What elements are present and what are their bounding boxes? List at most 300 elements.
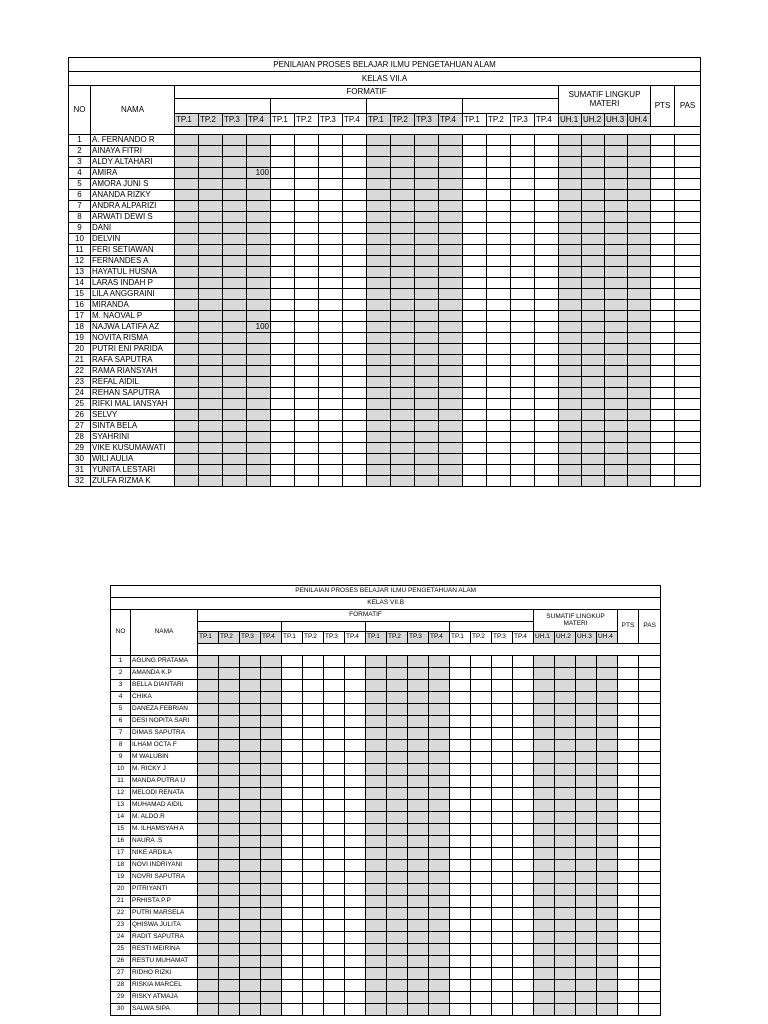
score-cell[interactable] [223, 190, 247, 201]
score-cell[interactable] [511, 190, 535, 201]
pas-cell[interactable] [675, 157, 701, 168]
pas-cell[interactable] [639, 872, 661, 884]
score-cell[interactable] [271, 179, 295, 190]
score-cell[interactable] [415, 377, 439, 388]
score-cell[interactable] [295, 344, 319, 355]
score-cell[interactable] [345, 692, 366, 704]
pas-cell[interactable] [675, 201, 701, 212]
score-cell[interactable] [303, 836, 324, 848]
score-cell[interactable] [366, 656, 387, 668]
score-cell[interactable] [450, 716, 471, 728]
pts-cell[interactable] [618, 716, 639, 728]
score-cell[interactable] [559, 355, 582, 366]
score-cell[interactable] [198, 740, 219, 752]
score-cell[interactable] [175, 421, 199, 432]
score-cell[interactable] [628, 212, 651, 223]
score-cell[interactable] [319, 168, 343, 179]
pas-cell[interactable] [675, 344, 701, 355]
score-cell[interactable] [628, 344, 651, 355]
score-cell[interactable] [559, 223, 582, 234]
pas-cell[interactable] [639, 932, 661, 944]
score-cell[interactable] [628, 443, 651, 454]
score-cell[interactable] [345, 800, 366, 812]
score-cell[interactable] [345, 824, 366, 836]
score-cell-tp4[interactable] [247, 190, 271, 201]
score-cell[interactable] [240, 896, 261, 908]
score-cell[interactable] [429, 752, 450, 764]
score-cell[interactable] [439, 454, 463, 465]
score-cell[interactable] [471, 908, 492, 920]
score-cell[interactable] [303, 656, 324, 668]
pas-cell[interactable] [675, 168, 701, 179]
score-cell[interactable] [628, 476, 651, 487]
score-cell[interactable] [511, 234, 535, 245]
score-cell[interactable] [511, 289, 535, 300]
score-cell[interactable] [535, 146, 559, 157]
score-cell[interactable] [534, 716, 555, 728]
score-cell[interactable] [175, 399, 199, 410]
score-cell[interactable] [240, 1004, 261, 1016]
score-cell[interactable] [303, 668, 324, 680]
score-cell[interactable] [343, 344, 367, 355]
score-cell[interactable] [628, 366, 651, 377]
pas-cell[interactable] [639, 740, 661, 752]
score-cell[interactable] [555, 884, 576, 896]
score-cell[interactable] [295, 135, 319, 146]
score-cell[interactable] [576, 668, 597, 680]
score-cell[interactable] [343, 366, 367, 377]
score-cell[interactable] [492, 716, 513, 728]
score-cell[interactable] [487, 355, 511, 366]
score-cell[interactable] [345, 884, 366, 896]
score-cell[interactable] [576, 992, 597, 1004]
score-cell[interactable] [463, 267, 487, 278]
score-cell[interactable] [387, 920, 408, 932]
score-cell-tp4[interactable] [247, 179, 271, 190]
score-cell[interactable] [429, 968, 450, 980]
score-cell[interactable] [319, 476, 343, 487]
score-cell[interactable] [463, 443, 487, 454]
score-cell[interactable] [324, 860, 345, 872]
score-cell[interactable] [487, 399, 511, 410]
score-cell[interactable] [559, 366, 582, 377]
score-cell[interactable] [219, 848, 240, 860]
score-cell[interactable] [534, 956, 555, 968]
score-cell[interactable] [345, 944, 366, 956]
score-cell[interactable] [597, 752, 618, 764]
pts-cell[interactable] [651, 135, 675, 146]
pas-cell[interactable] [639, 848, 661, 860]
score-cell[interactable] [605, 333, 628, 344]
score-cell[interactable] [450, 872, 471, 884]
score-cell[interactable] [471, 680, 492, 692]
score-cell[interactable] [439, 388, 463, 399]
score-cell[interactable] [219, 956, 240, 968]
score-cell[interactable] [366, 800, 387, 812]
pts-cell[interactable] [618, 968, 639, 980]
score-cell[interactable] [576, 908, 597, 920]
score-cell-tp4[interactable] [261, 980, 282, 992]
score-cell[interactable] [559, 289, 582, 300]
score-cell[interactable] [199, 190, 223, 201]
score-cell[interactable] [366, 872, 387, 884]
score-cell[interactable] [487, 256, 511, 267]
score-cell[interactable] [513, 968, 534, 980]
score-cell-tp4[interactable] [261, 1004, 282, 1016]
score-cell[interactable] [534, 704, 555, 716]
pts-cell[interactable] [651, 454, 675, 465]
score-cell[interactable] [343, 223, 367, 234]
score-cell[interactable] [408, 920, 429, 932]
score-cell[interactable] [223, 289, 247, 300]
score-cell[interactable] [324, 872, 345, 884]
score-cell[interactable] [391, 344, 415, 355]
score-cell[interactable] [303, 944, 324, 956]
score-cell[interactable] [463, 146, 487, 157]
score-cell[interactable] [471, 1004, 492, 1016]
score-cell[interactable] [408, 980, 429, 992]
score-cell[interactable] [219, 800, 240, 812]
score-cell[interactable] [487, 366, 511, 377]
score-cell[interactable] [198, 968, 219, 980]
score-cell[interactable] [534, 812, 555, 824]
score-cell[interactable] [576, 692, 597, 704]
score-cell[interactable] [492, 896, 513, 908]
score-cell[interactable] [391, 465, 415, 476]
score-cell[interactable] [199, 410, 223, 421]
score-cell[interactable] [582, 443, 605, 454]
score-cell[interactable] [295, 333, 319, 344]
pts-cell[interactable] [618, 704, 639, 716]
score-cell[interactable] [492, 776, 513, 788]
score-cell[interactable] [391, 179, 415, 190]
score-cell[interactable] [391, 190, 415, 201]
score-cell[interactable] [343, 399, 367, 410]
score-cell[interactable] [487, 168, 511, 179]
score-cell[interactable] [319, 454, 343, 465]
score-cell[interactable] [391, 256, 415, 267]
score-cell[interactable] [439, 322, 463, 333]
score-cell[interactable] [345, 740, 366, 752]
score-cell[interactable] [198, 980, 219, 992]
score-cell[interactable] [492, 728, 513, 740]
score-cell[interactable] [343, 278, 367, 289]
score-cell[interactable] [513, 704, 534, 716]
score-cell[interactable] [559, 179, 582, 190]
score-cell-tp4[interactable] [261, 884, 282, 896]
score-cell[interactable] [199, 322, 223, 333]
score-cell[interactable] [319, 300, 343, 311]
score-cell[interactable] [559, 300, 582, 311]
score-cell[interactable] [324, 1004, 345, 1016]
pas-cell[interactable] [675, 146, 701, 157]
score-cell[interactable] [387, 800, 408, 812]
score-cell[interactable] [198, 824, 219, 836]
score-cell[interactable] [450, 920, 471, 932]
score-cell[interactable] [582, 289, 605, 300]
score-cell[interactable] [199, 278, 223, 289]
score-cell[interactable] [555, 860, 576, 872]
score-cell[interactable] [282, 980, 303, 992]
score-cell[interactable] [324, 704, 345, 716]
score-cell[interactable] [387, 704, 408, 716]
score-cell[interactable] [219, 992, 240, 1004]
score-cell[interactable] [198, 716, 219, 728]
score-cell[interactable] [582, 300, 605, 311]
score-cell[interactable] [387, 848, 408, 860]
score-cell[interactable] [511, 212, 535, 223]
score-cell[interactable] [303, 776, 324, 788]
score-cell-tp4[interactable] [261, 992, 282, 1004]
score-cell[interactable] [240, 908, 261, 920]
score-cell[interactable] [367, 234, 391, 245]
score-cell[interactable] [324, 788, 345, 800]
score-cell[interactable] [429, 668, 450, 680]
score-cell[interactable] [471, 788, 492, 800]
score-cell[interactable] [343, 311, 367, 322]
score-cell[interactable] [387, 776, 408, 788]
score-cell[interactable] [534, 848, 555, 860]
pts-cell[interactable] [618, 776, 639, 788]
score-cell[interactable] [303, 956, 324, 968]
score-cell[interactable] [387, 764, 408, 776]
score-cell[interactable] [597, 932, 618, 944]
score-cell[interactable] [198, 932, 219, 944]
score-cell[interactable] [450, 668, 471, 680]
score-cell[interactable] [535, 245, 559, 256]
score-cell[interactable] [605, 201, 628, 212]
score-cell[interactable] [303, 872, 324, 884]
score-cell[interactable] [429, 740, 450, 752]
score-cell[interactable] [408, 992, 429, 1004]
score-cell[interactable] [429, 716, 450, 728]
score-cell[interactable] [555, 668, 576, 680]
score-cell[interactable] [319, 443, 343, 454]
score-cell[interactable] [463, 168, 487, 179]
score-cell[interactable] [534, 680, 555, 692]
score-cell[interactable] [303, 992, 324, 1004]
score-cell[interactable] [295, 465, 319, 476]
score-cell[interactable] [303, 716, 324, 728]
score-cell[interactable] [175, 234, 199, 245]
score-cell[interactable] [343, 443, 367, 454]
score-cell-tp4[interactable] [247, 388, 271, 399]
score-cell-tp4[interactable] [261, 956, 282, 968]
pts-cell[interactable] [618, 980, 639, 992]
score-cell[interactable] [513, 932, 534, 944]
score-cell[interactable] [534, 980, 555, 992]
score-cell[interactable] [429, 860, 450, 872]
score-cell[interactable] [324, 728, 345, 740]
score-cell-tp4[interactable] [247, 278, 271, 289]
score-cell[interactable] [415, 168, 439, 179]
score-cell[interactable] [471, 812, 492, 824]
score-cell[interactable] [282, 992, 303, 1004]
score-cell[interactable] [366, 764, 387, 776]
score-cell[interactable] [535, 322, 559, 333]
score-cell[interactable] [628, 399, 651, 410]
score-cell[interactable] [175, 476, 199, 487]
score-cell[interactable] [175, 410, 199, 421]
score-cell[interactable] [576, 764, 597, 776]
score-cell[interactable] [240, 836, 261, 848]
score-cell-tp4[interactable] [247, 223, 271, 234]
score-cell[interactable] [628, 432, 651, 443]
score-cell[interactable] [271, 223, 295, 234]
score-cell[interactable] [219, 680, 240, 692]
score-cell[interactable] [555, 872, 576, 884]
score-cell-tp4[interactable] [261, 656, 282, 668]
score-cell[interactable] [605, 344, 628, 355]
score-cell[interactable] [605, 355, 628, 366]
score-cell[interactable] [219, 944, 240, 956]
score-cell[interactable] [576, 704, 597, 716]
score-cell-tp4[interactable] [247, 157, 271, 168]
score-cell[interactable] [367, 344, 391, 355]
score-cell[interactable] [367, 388, 391, 399]
score-cell[interactable] [535, 212, 559, 223]
pts-cell[interactable] [618, 728, 639, 740]
score-cell[interactable] [463, 190, 487, 201]
score-cell[interactable] [471, 764, 492, 776]
score-cell[interactable] [450, 752, 471, 764]
score-cell[interactable] [282, 728, 303, 740]
score-cell[interactable] [471, 932, 492, 944]
score-cell[interactable] [429, 896, 450, 908]
score-cell[interactable] [582, 256, 605, 267]
score-cell[interactable] [282, 812, 303, 824]
score-cell[interactable] [450, 932, 471, 944]
score-cell[interactable] [387, 692, 408, 704]
score-cell[interactable] [597, 956, 618, 968]
score-cell[interactable] [415, 289, 439, 300]
pts-cell[interactable] [651, 267, 675, 278]
score-cell[interactable] [463, 212, 487, 223]
score-cell[interactable] [219, 752, 240, 764]
score-cell[interactable] [511, 476, 535, 487]
score-cell[interactable] [429, 932, 450, 944]
score-cell[interactable] [582, 168, 605, 179]
score-cell[interactable] [559, 311, 582, 322]
score-cell[interactable] [605, 410, 628, 421]
score-cell-tp4[interactable] [261, 764, 282, 776]
score-cell[interactable] [415, 432, 439, 443]
score-cell[interactable] [415, 245, 439, 256]
score-cell[interactable] [198, 776, 219, 788]
score-cell[interactable] [597, 824, 618, 836]
score-cell[interactable] [513, 680, 534, 692]
score-cell[interactable] [391, 476, 415, 487]
pts-cell[interactable] [651, 146, 675, 157]
score-cell[interactable] [345, 752, 366, 764]
pts-cell[interactable] [618, 764, 639, 776]
pas-cell[interactable] [639, 824, 661, 836]
score-cell[interactable] [415, 267, 439, 278]
score-cell[interactable] [324, 896, 345, 908]
score-cell[interactable] [367, 212, 391, 223]
score-cell[interactable] [487, 443, 511, 454]
score-cell[interactable] [324, 944, 345, 956]
score-cell[interactable] [511, 355, 535, 366]
score-cell[interactable] [555, 752, 576, 764]
score-cell[interactable] [605, 234, 628, 245]
score-cell[interactable] [343, 289, 367, 300]
score-cell[interactable] [282, 860, 303, 872]
score-cell[interactable] [271, 421, 295, 432]
score-cell[interactable] [628, 289, 651, 300]
score-cell[interactable] [576, 944, 597, 956]
score-cell[interactable] [513, 752, 534, 764]
score-cell[interactable] [345, 860, 366, 872]
score-cell[interactable] [450, 812, 471, 824]
pas-cell[interactable] [639, 716, 661, 728]
score-cell[interactable] [463, 256, 487, 267]
score-cell[interactable] [555, 656, 576, 668]
score-cell[interactable] [198, 704, 219, 716]
score-cell[interactable] [366, 824, 387, 836]
score-cell[interactable] [513, 992, 534, 1004]
score-cell[interactable] [415, 355, 439, 366]
score-cell[interactable] [471, 836, 492, 848]
score-cell[interactable] [343, 432, 367, 443]
pas-cell[interactable] [675, 135, 701, 146]
pts-cell[interactable] [651, 168, 675, 179]
score-cell[interactable] [345, 920, 366, 932]
score-cell[interactable] [343, 201, 367, 212]
score-cell[interactable] [271, 355, 295, 366]
score-cell[interactable] [582, 201, 605, 212]
score-cell[interactable] [487, 344, 511, 355]
score-cell[interactable] [597, 944, 618, 956]
score-cell[interactable] [605, 289, 628, 300]
pts-cell[interactable] [618, 956, 639, 968]
score-cell[interactable] [367, 476, 391, 487]
score-cell[interactable] [219, 764, 240, 776]
score-cell[interactable] [319, 410, 343, 421]
score-cell[interactable] [555, 800, 576, 812]
score-cell[interactable] [366, 752, 387, 764]
score-cell[interactable] [415, 179, 439, 190]
score-cell[interactable] [408, 824, 429, 836]
score-cell[interactable] [597, 992, 618, 1004]
score-cell[interactable] [628, 333, 651, 344]
score-cell[interactable] [367, 179, 391, 190]
score-cell[interactable] [415, 399, 439, 410]
score-cell[interactable] [582, 410, 605, 421]
score-cell[interactable] [282, 968, 303, 980]
score-cell[interactable] [343, 465, 367, 476]
score-cell[interactable] [387, 896, 408, 908]
score-cell[interactable] [597, 740, 618, 752]
score-cell-tp4[interactable] [247, 399, 271, 410]
score-cell[interactable] [555, 1004, 576, 1016]
score-cell[interactable] [387, 788, 408, 800]
score-cell[interactable] [429, 944, 450, 956]
score-cell[interactable] [240, 956, 261, 968]
score-cell[interactable] [450, 800, 471, 812]
score-cell[interactable] [439, 355, 463, 366]
score-cell[interactable] [492, 992, 513, 1004]
score-cell[interactable] [343, 454, 367, 465]
score-cell[interactable] [439, 146, 463, 157]
pts-cell[interactable] [651, 157, 675, 168]
score-cell[interactable] [387, 752, 408, 764]
score-cell[interactable] [487, 311, 511, 322]
score-cell[interactable] [391, 432, 415, 443]
score-cell[interactable] [513, 884, 534, 896]
score-cell[interactable] [367, 399, 391, 410]
score-cell[interactable] [513, 1004, 534, 1016]
